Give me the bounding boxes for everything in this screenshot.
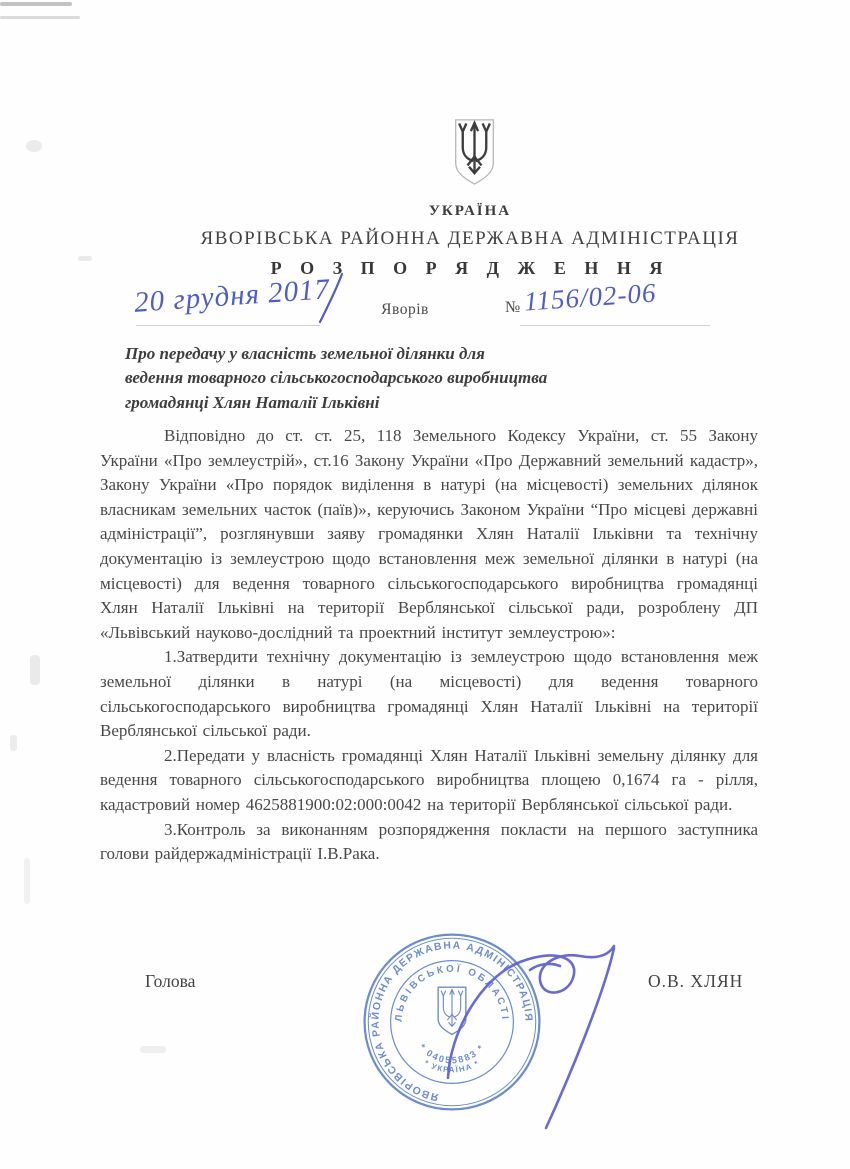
document-type-title: Р О З П О Р Я Д Ж Е Н Н Я — [270, 258, 670, 278]
stamp-code: * 04055883 * — [417, 1042, 487, 1066]
handwritten-signature — [410, 928, 650, 1143]
authority-name: ЯВОРІВСЬКА РАЙОННА ДЕРЖАВНА АДМІНІСТРАЦІЯ — [200, 228, 740, 249]
signer-role: Голова — [145, 971, 196, 991]
country-label: УКРАЇНА — [428, 203, 512, 219]
scan-artifact — [10, 735, 17, 751]
scan-artifact — [0, 16, 80, 19]
place-label: Яворів — [381, 301, 429, 318]
stamp-inner-text: ЛЬВІВСЬКОЇ ОБЛАСТІ — [393, 963, 511, 1023]
subject-line: громадянці Хлян Наталії Ільківні — [125, 392, 380, 412]
subject-line: ведення товарного сільськогосподарського виробництва — [125, 368, 548, 388]
tryzub-emblem-icon — [451, 116, 498, 188]
number-sign: № — [505, 299, 521, 316]
stamp-outer-text: ЯВОРІВСЬКА РАЙОННА ДЕРЖАВНА АДМІНІСТРАЦІЯ — [370, 940, 534, 1103]
date-underline — [136, 325, 320, 326]
scan-artifact — [0, 2, 72, 6]
body-paragraph: 2.Передати у власність громадянці Хлян Наталії Ільківні земельну ділянку для ведення товарного сільськогосподарського виробництва площею 0,1674 га - рілля, кадастровий номер 4625881900:02:000:0042 на території Верблянської сільської ради. — [100, 745, 758, 814]
scan-artifact — [78, 256, 92, 261]
body-paragraph: 3.Контроль за виконанням розпорядження покласти на першого заступника голови райдержадміністрації І.В.Рака. — [100, 819, 758, 864]
body-paragraph: 1.Затвердити технічну документацію із землеустрою щодо встановлення меж земельної ділянки в натурі (на місцевості) для ведення товарного сільськогосподарського виробництва громадянці Хлян Наталії Ільківні на території Верблянської сільської ради. — [100, 647, 758, 741]
subject-line: Про передачу у власність земельної ділянки для — [125, 344, 485, 363]
scan-artifact — [140, 1046, 166, 1053]
scan-artifact — [30, 655, 40, 685]
scan-artifact — [26, 140, 42, 152]
document-body — [100, 424, 758, 867]
handwritten-date: 20 грудня 2017 — [133, 273, 332, 319]
number-underline — [520, 325, 710, 326]
handwritten-number: 1156/02-06 — [523, 277, 658, 317]
scan-artifact — [24, 858, 30, 904]
body-paragraph: Відповідно до ст. ст. 25, 118 Земельного Кодексу України, ст. 55 Закону України «Про землеустрій», ст.16 Закону України «Про Державний земельний кадастр», Закону України «Про порядок виділення в натурі (на місцевості) земельних ділянок власникам земельних часток (паїв)», керуючись Законом України “Про місцеві державні адміністрації”, розглянувши заяву громадянки Хлян Наталії Ільківни та технічну документацію із землеустрою щодо встановлення меж земельної ділянки в натурі (на місцевості) для ведення товарного сільськогосподарського виробництва громадянці Хлян Наталії Ільківні на території Верблянської сільської ради, розроблену ДП «Львівський науково-дослідний та проектний інститут землеустрою»: — [100, 426, 758, 642]
subject-block — [125, 342, 565, 415]
signer-name: О.В. ХЛЯН — [648, 971, 744, 991]
stamp-country: * УКРАЇНА * — [422, 1058, 482, 1075]
